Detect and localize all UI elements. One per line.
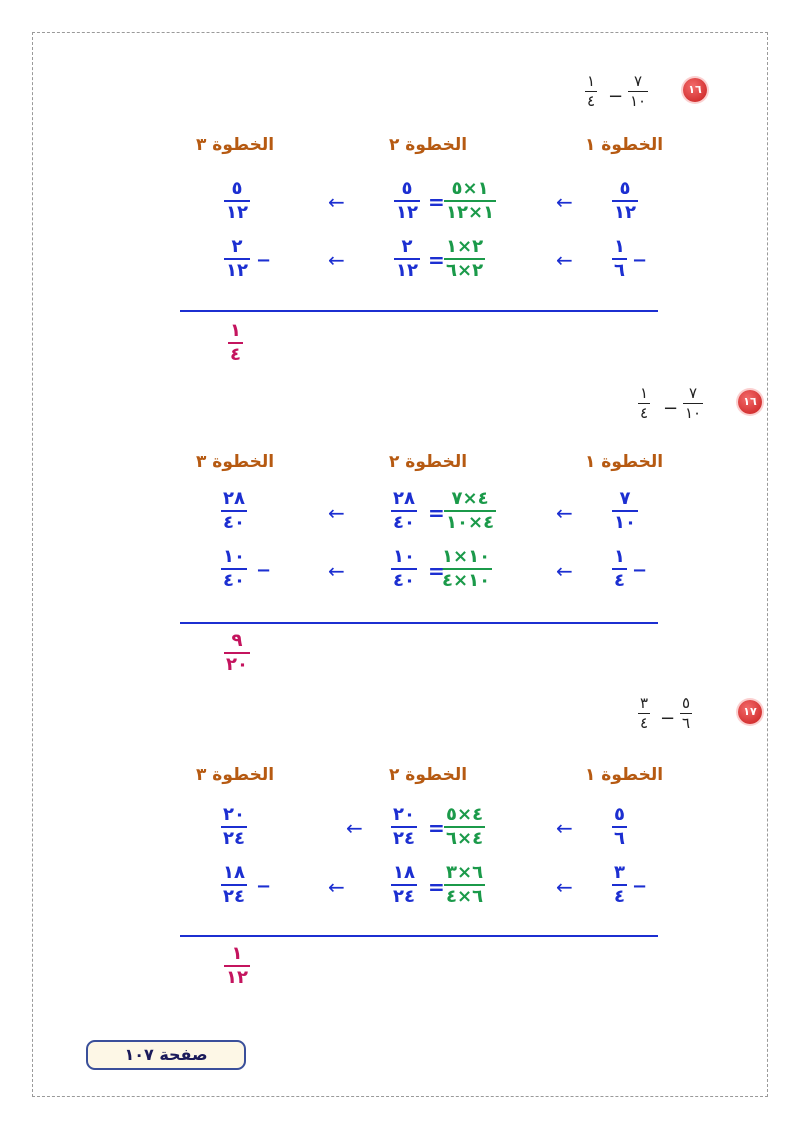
- step-2-multiplier-b: ١٠×١ ١٠×٤: [442, 546, 491, 591]
- arrow-icon: ←: [556, 875, 573, 899]
- step-3-fraction-a: ٥ ١٢: [226, 178, 248, 223]
- step-3-header: الخطوة ٣: [196, 135, 275, 155]
- arrow-icon: ←: [556, 559, 573, 583]
- minus-sign: −: [632, 250, 648, 271]
- step-1-header: الخطوة ١: [585, 452, 664, 472]
- step-3-header: الخطوة ٣: [196, 452, 275, 472]
- page-number-label: صفحة ١٠٧: [86, 1040, 246, 1070]
- step-1-fraction-a: ٧ ١٠: [614, 488, 636, 533]
- question-minus: −: [660, 708, 676, 729]
- question-fraction-left: ١ ٤: [640, 384, 649, 422]
- answer-fraction: ١ ٤: [230, 320, 241, 365]
- step-1-fraction-a: ٥ ٦: [614, 804, 625, 849]
- step-3-fraction-b: ٢ ١٢: [226, 236, 248, 281]
- question-minus: −: [608, 86, 624, 107]
- step-2-multiplier-a: ١×٥ ١×١٢: [446, 178, 495, 223]
- step-1-fraction-a: ٥ ١٢: [614, 178, 636, 223]
- step-1-fraction-b: ٣ ٤: [614, 862, 625, 907]
- question-fraction-right: ٥ ٦: [682, 694, 691, 732]
- step-2-multiplier-b: ٢×١ ٢×٦: [446, 236, 484, 281]
- result-line: [180, 622, 658, 624]
- step-2-multiplier-a: ٤×٧ ٤×١٠: [446, 488, 495, 533]
- arrow-icon: ←: [328, 559, 345, 583]
- minus-sign: −: [256, 560, 272, 581]
- step-2-header: الخطوة ٢: [389, 765, 468, 785]
- step-1-fraction-b: ١ ٤: [614, 546, 625, 591]
- minus-sign: −: [256, 250, 272, 271]
- step-2-result-a: ٢٠ ٢٤: [393, 804, 415, 849]
- arrow-icon: ←: [328, 875, 345, 899]
- step-2-header: الخطوة ٢: [389, 452, 468, 472]
- step-3-fraction-a: ٢٠ ٢٤: [223, 804, 245, 849]
- result-line: [180, 310, 658, 312]
- answer-fraction: ١ ١٢: [226, 943, 248, 988]
- step-1-header: الخطوة ١: [585, 765, 664, 785]
- arrow-icon: ←: [328, 248, 345, 272]
- step-2-multiplier-a: ٤×٥ ٤×٦: [446, 804, 484, 849]
- arrow-icon: ←: [556, 248, 573, 272]
- equals-sign: =: [428, 559, 445, 583]
- step-2-result-b: ٢ ١٢: [396, 236, 418, 281]
- question-fraction-left: ٣ ٤: [640, 694, 649, 732]
- equals-sign: =: [428, 248, 445, 272]
- step-3-fraction-b: ١٠ ٤٠: [223, 546, 245, 591]
- result-line: [180, 935, 658, 937]
- step-2-result-a: ٥ ١٢: [396, 178, 418, 223]
- step-3-fraction-a: ٢٨ ٤٠: [223, 488, 245, 533]
- step-2-result-b: ١٠ ٤٠: [393, 546, 415, 591]
- equals-sign: =: [428, 501, 445, 525]
- step-1-fraction-b: ١ ٦: [614, 236, 625, 281]
- minus-sign: −: [256, 876, 272, 897]
- equals-sign: =: [428, 190, 445, 214]
- equals-sign: =: [428, 816, 445, 840]
- problem-number-badge: ١٧: [738, 700, 762, 724]
- problem-number-badge: ١٦: [683, 78, 707, 102]
- question-minus: −: [663, 398, 679, 419]
- arrow-icon: ←: [556, 501, 573, 525]
- step-2-result-b: ١٨ ٢٤: [393, 862, 415, 907]
- arrow-icon: ←: [556, 816, 573, 840]
- arrow-icon: ←: [328, 190, 345, 214]
- arrow-icon: ←: [328, 501, 345, 525]
- step-2-header: الخطوة ٢: [389, 135, 468, 155]
- question-fraction-right: ٧ ١٠: [685, 384, 702, 422]
- step-2-result-a: ٢٨ ٤٠: [393, 488, 415, 533]
- step-1-header: الخطوة ١: [585, 135, 664, 155]
- answer-fraction: ٩ ٢٠: [226, 630, 248, 675]
- equals-sign: =: [428, 875, 445, 899]
- minus-sign: −: [632, 876, 648, 897]
- step-3-fraction-b: ١٨ ٢٤: [223, 862, 245, 907]
- arrow-icon: ←: [346, 816, 363, 840]
- arrow-icon: ←: [556, 190, 573, 214]
- step-2-multiplier-b: ٦×٣ ٦×٤: [446, 862, 484, 907]
- problem-number-badge: ١٦: [738, 390, 762, 414]
- question-fraction-left: ١ ٤: [587, 72, 596, 110]
- minus-sign: −: [632, 560, 648, 581]
- step-3-header: الخطوة ٣: [196, 765, 275, 785]
- question-fraction-right: ٧ ١٠: [630, 72, 647, 110]
